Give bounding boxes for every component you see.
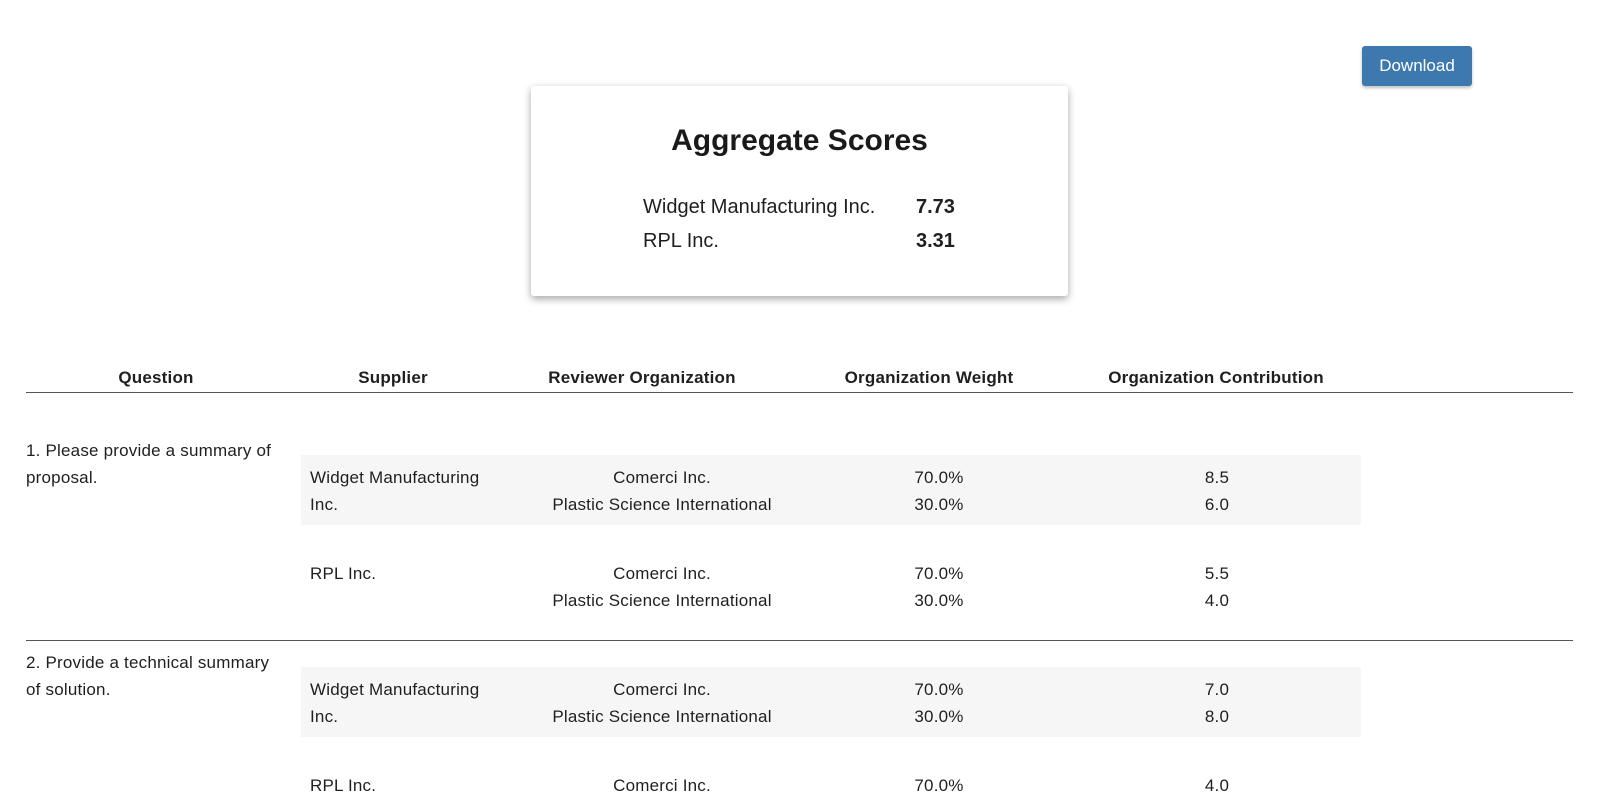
reviewer-organization: Plastic Science International <box>552 707 772 726</box>
aggregate-scores-card <box>531 86 1068 296</box>
organization-contribution: 5.5 <box>1204 564 1230 583</box>
reviewer-organization: Comerci Inc. <box>613 776 711 794</box>
supplier-name: RPL Inc. <box>310 564 377 583</box>
column-header-organization-weight: Organization Weight <box>844 368 1014 387</box>
column-header-organization-contribution: Organization Contribution <box>1108 368 1324 387</box>
reviewer-organization: Plastic Science International <box>552 495 772 514</box>
aggregate-supplier-name: Widget Manufacturing Inc. <box>643 196 876 218</box>
organization-contribution: 8.0 <box>1204 707 1230 726</box>
aggregate-score-row <box>643 230 963 254</box>
supplier-name: Widget Manufacturing Inc. <box>310 468 480 514</box>
table-header <box>26 366 1573 393</box>
column-header-supplier: Supplier <box>358 368 428 387</box>
reviewer-organization: Comerci Inc. <box>613 680 711 699</box>
aggregate-supplier-name: RPL Inc. <box>643 230 719 252</box>
reviewer-organization: Comerci Inc. <box>613 468 711 487</box>
organization-contribution: 4.0 <box>1204 776 1230 794</box>
aggregate-scores-title: Aggregate Scores <box>671 124 928 157</box>
organization-weight: 70.0% <box>914 564 964 583</box>
organization-weight: 70.0% <box>914 468 964 487</box>
question-text: 1. Please provide a summary of proposal. <box>26 441 272 487</box>
question-divider <box>26 640 1573 641</box>
organization-weight: 30.0% <box>914 707 964 726</box>
organization-contribution: 6.0 <box>1204 495 1230 514</box>
download-button[interactable]: Download <box>1362 46 1472 86</box>
question-text: 2. Provide a technical summary of solution. <box>26 653 270 699</box>
column-header-reviewer-organization: Reviewer Organization <box>548 368 736 387</box>
reviewer-organization: Plastic Science International <box>552 591 772 610</box>
column-header-question: Question <box>118 368 194 387</box>
organization-contribution: 7.0 <box>1204 680 1230 699</box>
organization-contribution: 4.0 <box>1204 591 1230 610</box>
organization-weight: 30.0% <box>914 591 964 610</box>
supplier-name: Widget Manufacturing Inc. <box>310 680 480 726</box>
reviewer-organization: Comerci Inc. <box>613 564 711 583</box>
aggregate-supplier-score: 7.73 <box>916 196 955 218</box>
supplier-name: RPL Inc. <box>310 776 377 794</box>
organization-weight: 70.0% <box>914 776 964 794</box>
organization-weight: 70.0% <box>914 680 964 699</box>
aggregate-score-row <box>643 196 963 220</box>
aggregate-supplier-score: 3.31 <box>916 230 955 252</box>
organization-contribution: 8.5 <box>1204 468 1230 487</box>
organization-weight: 30.0% <box>914 495 964 514</box>
